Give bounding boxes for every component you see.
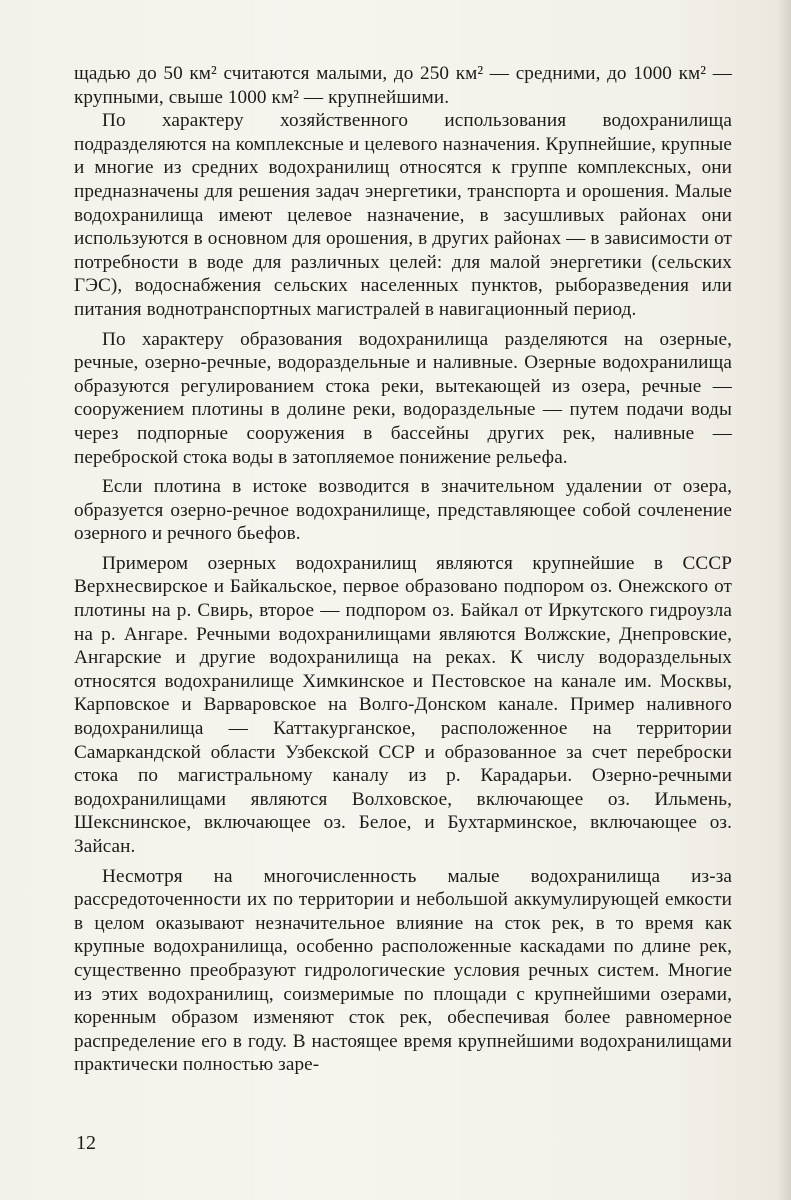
- page-edge-shadow: [777, 0, 791, 1200]
- paragraph-4: Если плотина в истоке возводится в значительном удалении от озера, образуется озерно-речное водохранилище, представляющее собой сочленение озерного и речного бьефов.: [74, 476, 732, 545]
- paragraph-2: По характеру хозяйственного использования водохранилища подразделяются на комплексные и целевого назначения. Крупнейшие, крупные и многие из средних водохранилищ относятся к группе комплексных, они предназначены для решения задач энергетики, транспорта и орошения. Малые водохранилища имеют целевое назначение, в засушливых районах они используются в основном для орошения, в других районах — в зависимости от потребности в воде для различных целей: для малой энергетики (сельских ГЭС), водоснабжения сельских населенных пунктов, рыборазведения или питания воднотранспортных магистралей в навигационный период.: [74, 110, 732, 320]
- paragraph-6: Несмотря на многочисленность малые водохранилища из-за рассредоточенности их по территории и небольшой аккумулирующей емкости в целом оказывают незначительное влияние на сток рек, в то время как крупные водохранилища, особенно расположенные каскадами по длине рек, существенно преобразуют гидрологические условия речных систем. Многие из этих водохранилищ, соизмеримые по площади с крупнейшими озерами, коренным образом изменяют сток рек, обеспечивая более равномерное распределение его в году. В настоящее время крупнейшими водохранилищами практически полностью заре-: [74, 865, 732, 1076]
- page-number: 12: [76, 1132, 96, 1154]
- body-text: [74, 62, 732, 1077]
- paragraph-3: По характеру образования водохранилища разделяются на озерные, речные, озерно-речные, водораздельные и наливные. Озерные водохранилища образуются регулированием стока реки, вытекающей из озера, речные — сооружением плотины в долине реки, водораздельные — путем подачи воды через подпорные сооружения в бассейны других рек, наливные — переброской стока воды в затопляемое понижение рельефа.: [74, 328, 732, 468]
- paragraph-1: щадью до 50 км² считаются малыми, до 250 км² — средними, до 1000 км² — крупными, свыше 1000 км² — крупнейшими.: [74, 63, 732, 108]
- paragraph-5: Примером озерных водохранилищ являются крупнейшие в СССР Верхнесвирское и Байкальское, первое образовано подпором оз. Онежского от плотины на р. Свирь, второе — подпором оз. Байкал от Иркутского гидроузла на р. Ангаре. Речными водохранилищами являются Волжские, Днепровские, Ангарские и другие водохранилища на реках. К числу водораздельных относятся водохранилище Химкинское и Пестовское на канале им. Москвы, Карповское и Варваровское на Волго-Донском канале. Пример наливного водохранилища — Каттакурганское, расположенное на территории Самаркандской области Узбекской ССР и образованное за счет переброски стока по магистральному каналу из р. Карадарьи. Озерно-речными водохранилищами являются Волховское, включающее оз. Ильмень, Шекснинское, включающее оз. Белое, и Бухтарминское, включающее оз. Зайсан.: [74, 552, 732, 857]
